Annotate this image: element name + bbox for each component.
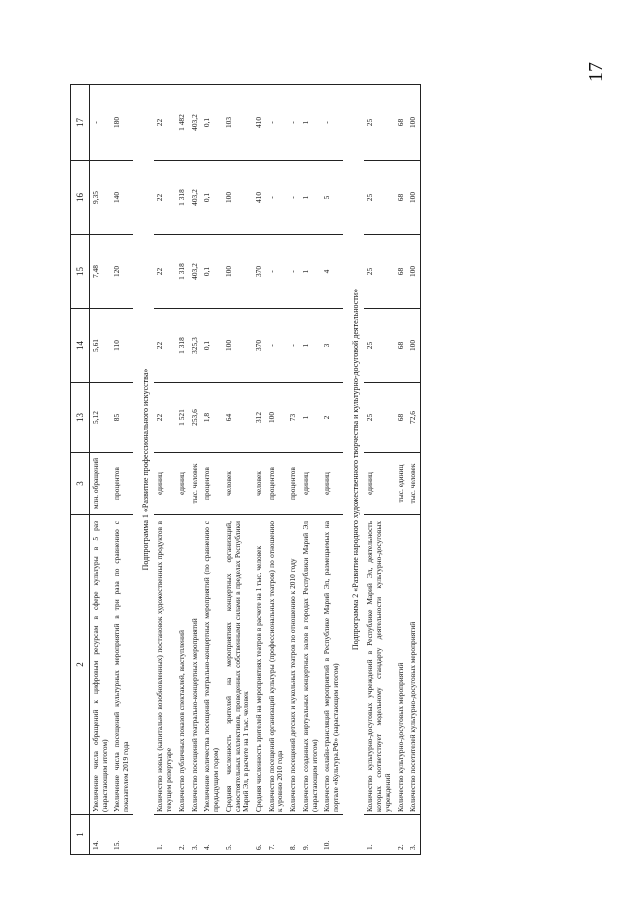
table-row (111, 85, 132, 855)
value-col-17: - (321, 85, 342, 161)
unit-of-measure: человек (223, 453, 253, 515)
value-col-15: - (266, 235, 287, 309)
value-col-13: 2 (321, 383, 342, 453)
value-col-17: 410 (253, 85, 266, 161)
value-col-14: 370 (253, 309, 266, 383)
column-header-14: 14 (71, 309, 90, 383)
value-col-14: 68 (395, 309, 408, 383)
indicator-name: Увеличение количества посещений театрально-концертных мероприятий (по сравнению с предыдущим годом) (201, 515, 222, 815)
value-col-15: 370 (253, 235, 266, 309)
indicator-name: Количество посещений организаций культуры (профессиональных театров) по отношению к уровню 2010 года (266, 515, 287, 815)
page-number: 17 (585, 62, 607, 82)
value-col-16: 9,35 (90, 161, 112, 235)
value-col-17: - (90, 85, 112, 161)
value-col-14: 0,1 (201, 309, 222, 383)
value-col-15: 100 (407, 235, 420, 309)
column-header-2: 2 (71, 515, 90, 815)
row-number: 14. (90, 815, 112, 855)
unit-of-measure: процентов (266, 453, 287, 515)
indicator-name: Количество посещений детских и кукольных театров по отношению к 2010 году (287, 515, 300, 815)
value-col-17: 1 482 (176, 85, 189, 161)
column-header-3: 3 (71, 453, 90, 515)
value-col-16: - (266, 161, 287, 235)
value-col-14: 3 (321, 309, 342, 383)
row-number: 9. (300, 815, 321, 855)
column-header-13: 13 (71, 383, 90, 453)
value-col-14: 100 (407, 309, 420, 383)
indicator-name: Количество культурно-досуговых учреждений в Республике Марий Эл, деятельность которых соответствует модельному стандарту деятельности культурно-досуговых учреждений (364, 515, 394, 815)
value-col-17: 403,2 (189, 85, 202, 161)
section-title: Подпрограмма 2 «Развитие народного художественного творчества и культурно-досуговой деятельности» (343, 85, 364, 855)
section-title: Подпрограмма 1 «Развитие профессионального искусства» (133, 85, 154, 855)
unit-of-measure: единиц (321, 453, 342, 515)
unit-of-measure: процентов (287, 453, 300, 515)
value-col-15: 68 (395, 235, 408, 309)
row-number: 1. (154, 815, 175, 855)
indicator-name: Количество новых (капитально возобновленных) постановок художественных продуктов в текущем репертуаре (154, 515, 175, 815)
row-number: 5. (223, 815, 253, 855)
indicator-name: Средняя численность зрителей на мероприятиях концертных организаций, самостоятельных коллективов, проведенных собственными силами в пределах Республики Марий Эл, в расчете на 1 тыс. человек (223, 515, 253, 815)
row-number: 2. (176, 815, 189, 855)
indicator-name: Количество онлайн-трансляций мероприятий в Республике Марий Эл, размещаемых на портале «Культура.РФ» (нарастающим итогом) (321, 515, 342, 815)
table-row (395, 85, 408, 855)
unit-of-measure: процентов (111, 453, 132, 515)
value-col-13: 253,6 (189, 383, 202, 453)
value-col-16: 1 318 (176, 161, 189, 235)
value-col-15: 22 (154, 235, 175, 309)
unit-of-measure: тыс. человек (189, 453, 202, 515)
value-col-14: 1 318 (176, 309, 189, 383)
value-col-16: 22 (154, 161, 175, 235)
table-row (90, 85, 112, 855)
value-col-17: 103 (223, 85, 253, 161)
value-col-17: - (287, 85, 300, 161)
value-col-14: - (287, 309, 300, 383)
unit-of-measure: человек (253, 453, 266, 515)
value-col-15: 1 (300, 235, 321, 309)
value-col-17: 180 (111, 85, 132, 161)
unit-of-measure: тыс. единиц (395, 453, 408, 515)
indicator-name: Увеличение числа обращений к цифровым ресурсам в сфере культуры в 5 раз (нарастающим итогом) (90, 515, 112, 815)
indicator-name: Количество созданных виртуальных концертных залов в городах Республики Марий Эл (нарастающим итогом) (300, 515, 321, 815)
value-col-16: 403,2 (189, 161, 202, 235)
value-col-14: 110 (111, 309, 132, 383)
value-col-16: 100 (407, 161, 420, 235)
table-row (223, 85, 253, 855)
value-col-17: 100 (407, 85, 420, 161)
row-number: 3. (407, 815, 420, 855)
value-col-13: 25 (364, 383, 394, 453)
column-header-1: 1 (71, 815, 90, 855)
unit-of-measure: млн. обращений (90, 453, 112, 515)
value-col-13: 1 521 (176, 383, 189, 453)
row-number: 15. (111, 815, 132, 855)
value-col-13: 68 (395, 383, 408, 453)
value-col-14: 22 (154, 309, 175, 383)
value-col-15: 25 (364, 235, 394, 309)
row-number: 4. (201, 815, 222, 855)
value-col-16: 25 (364, 161, 394, 235)
value-col-14: 1 (300, 309, 321, 383)
table-row (266, 85, 287, 855)
table-row (154, 85, 175, 855)
value-col-16: 410 (253, 161, 266, 235)
indicator-name: Средняя численность зрителей на мероприятиях театров в расчете на 1 тыс. человек (253, 515, 266, 815)
value-col-16: 68 (395, 161, 408, 235)
value-col-17: 25 (364, 85, 394, 161)
value-col-17: - (266, 85, 287, 161)
table-row (189, 85, 202, 855)
value-col-17: 68 (395, 85, 408, 161)
section-row (343, 85, 364, 855)
value-col-17: 1 (300, 85, 321, 161)
indicator-name: Количество посетителей культурно-досуговых мероприятий (407, 515, 420, 815)
value-col-15: 120 (111, 235, 132, 309)
value-col-15: 7,48 (90, 235, 112, 309)
table-body (90, 85, 421, 855)
section-row (133, 85, 154, 855)
indicator-name: Количество посещений театрально-концертных мероприятий (189, 515, 202, 815)
row-number: 7. (266, 815, 287, 855)
table-row (287, 85, 300, 855)
unit-of-measure: единиц (176, 453, 189, 515)
value-col-14: 100 (223, 309, 253, 383)
column-header-16: 16 (71, 161, 90, 235)
value-col-16: 1 (300, 161, 321, 235)
value-col-15: 1 318 (176, 235, 189, 309)
value-col-16: - (287, 161, 300, 235)
header-row (71, 85, 90, 855)
table-row (407, 85, 420, 855)
value-col-16: 140 (111, 161, 132, 235)
value-col-14: 325,3 (189, 309, 202, 383)
value-col-15: 403,2 (189, 235, 202, 309)
value-col-13: 22 (154, 383, 175, 453)
table-row (201, 85, 222, 855)
value-col-13: 1 (300, 383, 321, 453)
value-col-16: 0,1 (201, 161, 222, 235)
table-row (176, 85, 189, 855)
table-row (300, 85, 321, 855)
row-number: 2. (395, 815, 408, 855)
unit-of-measure: единиц (364, 453, 394, 515)
unit-of-measure: тыс. человек (407, 453, 420, 515)
value-col-13: 73 (287, 383, 300, 453)
column-header-15: 15 (71, 235, 90, 309)
value-col-13: 100 (266, 383, 287, 453)
value-col-14: 5,61 (90, 309, 112, 383)
value-col-14: - (266, 309, 287, 383)
value-col-13: 1,8 (201, 383, 222, 453)
indicators-table (70, 84, 421, 855)
table-row (253, 85, 266, 855)
value-col-17: 0,1 (201, 85, 222, 161)
value-col-13: 85 (111, 383, 132, 453)
value-col-15: 4 (321, 235, 342, 309)
value-col-15: - (287, 235, 300, 309)
row-number: 1. (364, 815, 394, 855)
row-number: 10. (321, 815, 342, 855)
value-col-14: 25 (364, 309, 394, 383)
indicator-name: Количество публичных показов спектаклей, выступлений (176, 515, 189, 815)
value-col-16: 100 (223, 161, 253, 235)
rotated-table-container (70, 85, 630, 855)
value-col-13: 64 (223, 383, 253, 453)
value-col-13: 72,6 (407, 383, 420, 453)
value-col-13: 312 (253, 383, 266, 453)
value-col-15: 100 (223, 235, 253, 309)
table-row (321, 85, 342, 855)
unit-of-measure: единиц (154, 453, 175, 515)
unit-of-measure: единиц (300, 453, 321, 515)
row-number: 8. (287, 815, 300, 855)
value-col-13: 5,12 (90, 383, 112, 453)
row-number: 6. (253, 815, 266, 855)
value-col-16: 5 (321, 161, 342, 235)
column-header-17: 17 (71, 85, 90, 161)
value-col-15: 0,1 (201, 235, 222, 309)
unit-of-measure: процентов (201, 453, 222, 515)
indicator-name: Увеличение числа посещений культурных мероприятий в три раза по сравнению с показателем 2019 года (111, 515, 132, 815)
row-number: 3. (189, 815, 202, 855)
table-row (364, 85, 394, 855)
value-col-17: 22 (154, 85, 175, 161)
indicator-name: Количество культурно-досуговых мероприятий (395, 515, 408, 815)
